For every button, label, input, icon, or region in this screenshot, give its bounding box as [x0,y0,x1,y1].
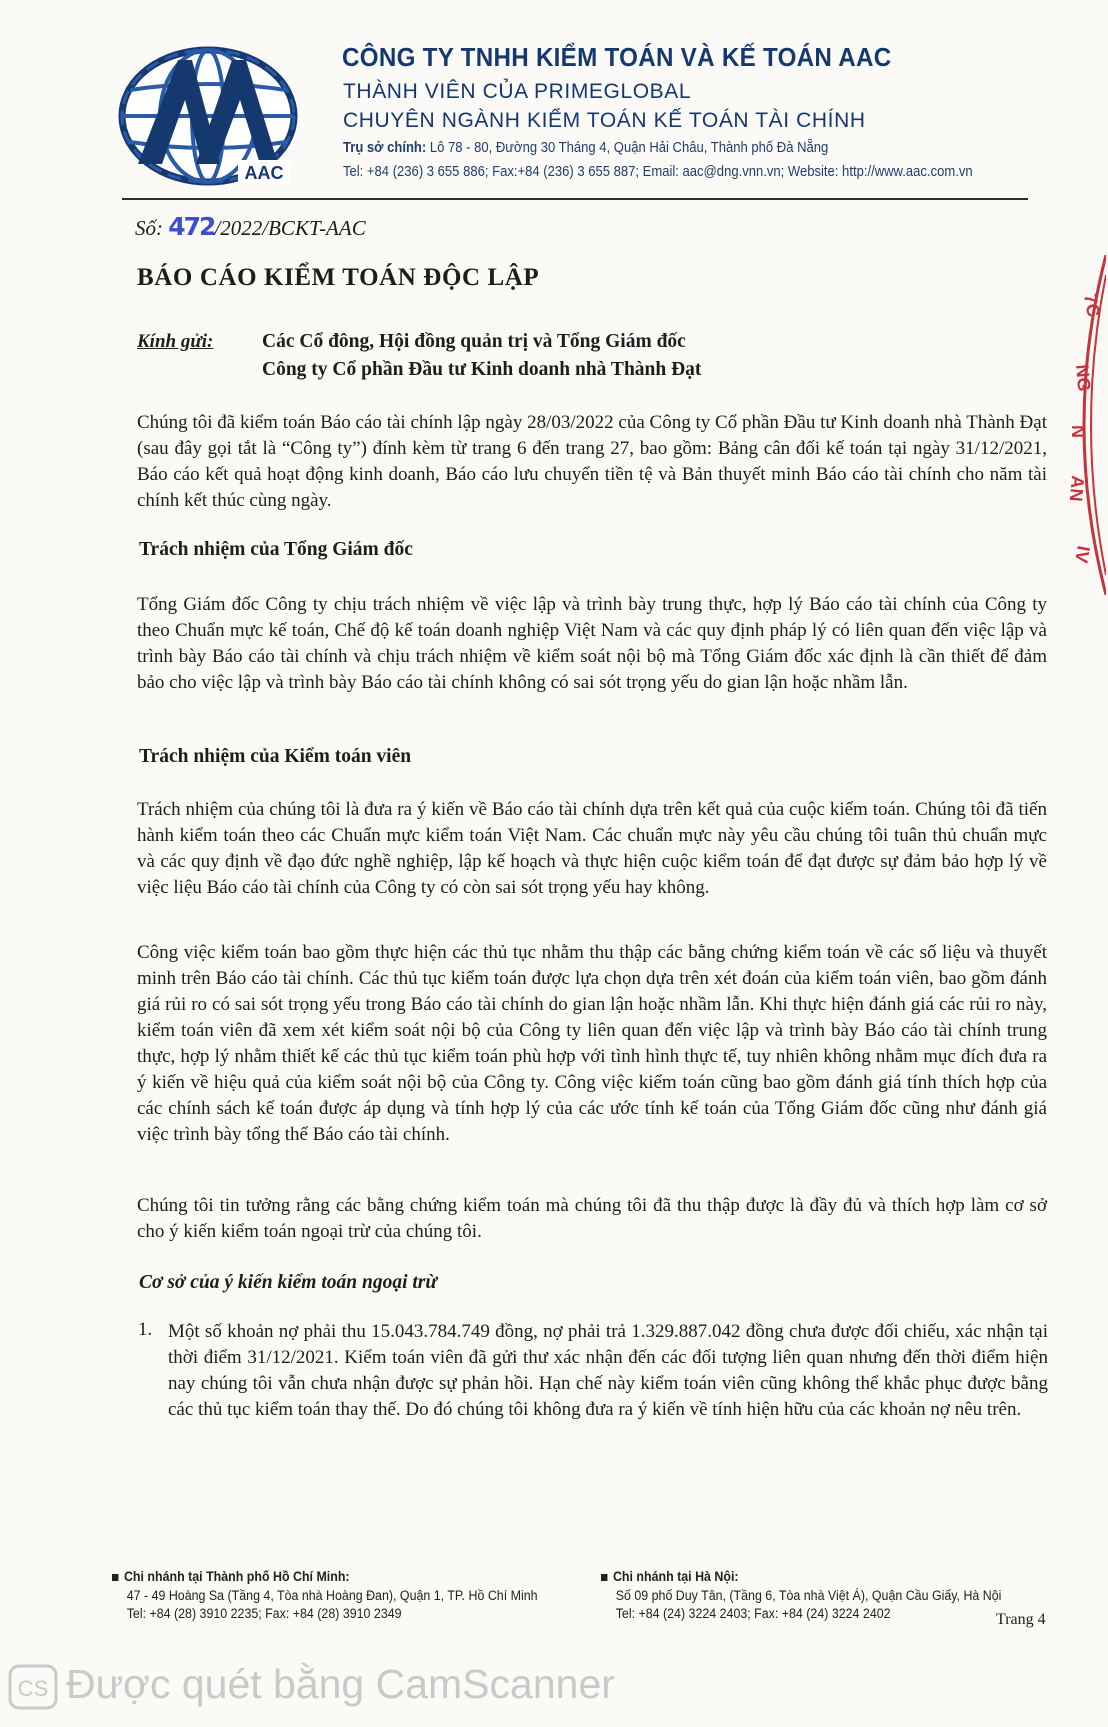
ktv-paragraph-3: Chúng tôi tin tưởng rằng các bằng chứng kiểm toán mà chúng tôi đã thu thập được là đầy đủ và thích hợp làm cơ sở cho ý kiến kiểm toán ngoại trừ của chúng tôi. [137,1195,1047,1242]
svg-text:N: N [1068,425,1088,438]
report-title: BÁO CÁO KIỂM TOÁN ĐỘC LẬP [137,264,540,291]
hcm-address: 47 - 49 Hoàng Sa (Tầng 4, Tòa nhà Hoàng Đan), Quận 1, TP. Hồ Chí Minh [126,1587,538,1603]
report-reference [135,212,366,241]
addressee-label: Kính gửi: [137,331,214,352]
svg-text:NG: NG [1072,363,1095,393]
bullet-square-icon [601,1574,607,1581]
svg-text:AN: AN [1065,474,1088,503]
hn-heading: Chi nhánh tại Hà Nội: [612,1569,739,1584]
hn-address: Số 09 phố Duy Tân, (Tầng 6, Tòa nhà Việt Á), Quận Cầu Giấy, Hà Nội [615,1587,1002,1603]
hq-address [343,140,828,156]
reference-prefix: Số: [135,216,163,240]
svg-text:IV: IV [1071,544,1094,565]
addressee-line-2: Công ty Cổ phần Đầu tư Kinh doanh nhà Thành Đạt [262,359,702,380]
hq-address-text: Lô 78 - 80, Đường 30 Tháng 4, Quận Hải Châu, Thành phố Đà Nẵng [429,140,829,156]
gd-paragraph: Tổng Giám đốc Công ty chịu trách nhiệm về việc lập và trình bày trung thực, hợp lý Báo cáo tài chính của Công ty theo Chuẩn mực kế toán, Chế độ kế toán doanh nghiệp Việt Nam và các quy định pháp lý có liên quan đến việc lập và trình bày Báo cáo tài chính và chịu trách nhiệm về kiểm soát nội bộ mà Tổng Giám đốc xác định là cần thiết để đảm bảo cho việc lập và trình bày Báo cáo tài chính không có sai sót trọng yếu do gian lận hoặc nhầm lẫn. [137,594,1047,693]
ktv-paragraph-2: Công việc kiểm toán bao gồm thực hiện các thủ tục nhằm thu thập các bằng chứng kiểm toán về các số liệu và thuyết minh trên Báo cáo tài chính. Các thủ tục kiểm toán được lựa chọn dựa trên xét đoán của kiểm toán viên, bao gồm đánh giá rủi ro có sai sót trọng yếu trong Báo cáo tài chính do gian lận hoặc nhầm lẫn. Khi thực hiện đánh giá các rủi ro này, kiểm toán viên đã xem xét kiểm soát nội bộ của Công ty liên quan đến việc lập và trình bày Báo cáo tài chính trung thực, hợp lý nhằm thiết kế các thủ tục kiểm toán phù hợp với tình hình thực tế, tuy nhiên không nhằm mục đích đưa ra ý kiến về hiệu quả của kiểm soát nội bộ của Công ty. Công việc kiểm toán cũng bao gồm đánh giá tính thích hợp của các chính sách kế toán được áp dụng và tính hợp lý của các ước tính kế toán của Tổng Giám đốc cũng như đánh giá việc trình bày tổng thể Báo cáo tài chính. [137,942,1047,1145]
hn-phone: Tel: +84 (24) 3224 2403; Fax: +84 (24) 3224 2402 [615,1606,891,1621]
specialty: CHUYÊN NGÀNH KIỂM TOÁN KẾ TOÁN TÀI CHÍNH [343,109,866,132]
header-divider [122,198,1028,200]
camscanner-logo-icon [8,1664,58,1710]
hq-label: Trụ sở chính: [343,140,427,156]
bullet-square-icon [112,1574,118,1581]
camscanner-watermark: Được quét bằng CamScanner [66,1661,615,1707]
contact-line: Tel: +84 (236) 3 655 886; Fax:+84 (236) 3 655 887; Email: aac@dng.vnn.vn; Website: http://www.aac.com.vn [343,164,973,180]
basis-item-text: Một số khoản nợ phải thu 15.043.784.749 đồng, nợ phải trả 1.329.887.042 đồng chưa được đối chiếu, xác nhận tại thời điểm 31/12/2021. Kiểm toán viên đã gửi thư xác nhận đến các đối tượng liên quan nhưng đến thời điểm hiện nay chúng tôi vẫn chưa nhận được sự phản hồi. Hạn chế này kiểm toán viên cũng không thể khắc phục được bằng các thủ tục kiểm toán thay thế. Do đó chúng tôi không đưa ra ý kiến về tính hiện hữu của các khoản nợ nêu trên. [168,1321,1048,1420]
hcm-heading: Chi nhánh tại Thành phố Hồ Chí Minh: [123,1569,350,1584]
aac-globe-logo [110,40,310,190]
footer-branch-hn [601,1568,1001,1624]
camscanner-logo-text: CS [17,1676,49,1701]
basis-item-number: 1. [138,1319,153,1340]
section-heading-basis: Cơ sở của ý kiến kiểm toán ngoại trừ [139,1272,438,1293]
hcm-phone: Tel: +84 (28) 3910 2235; Fax: +84 (28) 3910 2349 [126,1606,402,1621]
member-of: THÀNH VIÊN CỦA PRIMEGLOBAL [343,80,692,103]
intro-paragraph: Chúng tôi đã kiểm toán Báo cáo tài chính lập ngày 28/03/2022 của Công ty Cổ phần Đầu tư Kinh doanh nhà Thành Đạt (sau đây gọi tắt là “Công ty”) đính kèm từ trang 6 đến trang 27, bao gồm: Bảng cân đối kế toán tại ngày 31/12/2021, Báo cáo kết quả hoạt động kinh doanh, Báo cáo lưu chuyển tiền tệ và Bản thuyết minh Báo cáo tài chính cho năm tài chính kết thúc cùng ngày. [137,412,1047,511]
company-name: CÔNG TY TNHH KIỂM TOÁN VÀ KẾ TOÁN AAC [342,42,892,72]
reference-suffix: /2022/BCKT-AAC [214,216,366,240]
section-heading-gd: Trách nhiệm của Tổng Giám đốc [139,539,413,560]
footer-branch-hcm [112,1568,538,1624]
page-number: Trang 4 [996,1611,1046,1628]
red-stamp-partial-icon [1058,255,1106,595]
svg-text:7C: 7C [1080,292,1104,319]
section-heading-ktv: Trách nhiệm của Kiểm toán viên [139,746,412,767]
addressee-line-1: Các Cổ đông, Hội đồng quản trị và Tổng Giám đốc [262,331,686,352]
ktv-paragraph-1: Trách nhiệm của chúng tôi là đưa ra ý kiến về Báo cáo tài chính dựa trên kết quả của cuộc kiểm toán. Chúng tôi đã tiến hành kiểm toán theo các Chuẩn mực kiểm toán Việt Nam. Các chuẩn mực này yêu cầu chúng tôi tuân thủ chuẩn mực và các quy định về đạo đức nghề nghiệp, lập kế hoạch và thực hiện cuộc kiểm toán để đạt được sự đảm bảo hợp lý về việc liệu Báo cáo tài chính của Công ty có còn sai sót trọng yếu hay không. [137,799,1047,898]
handwritten-number: 472 [168,212,215,241]
logo-text: AAC [244,163,284,183]
